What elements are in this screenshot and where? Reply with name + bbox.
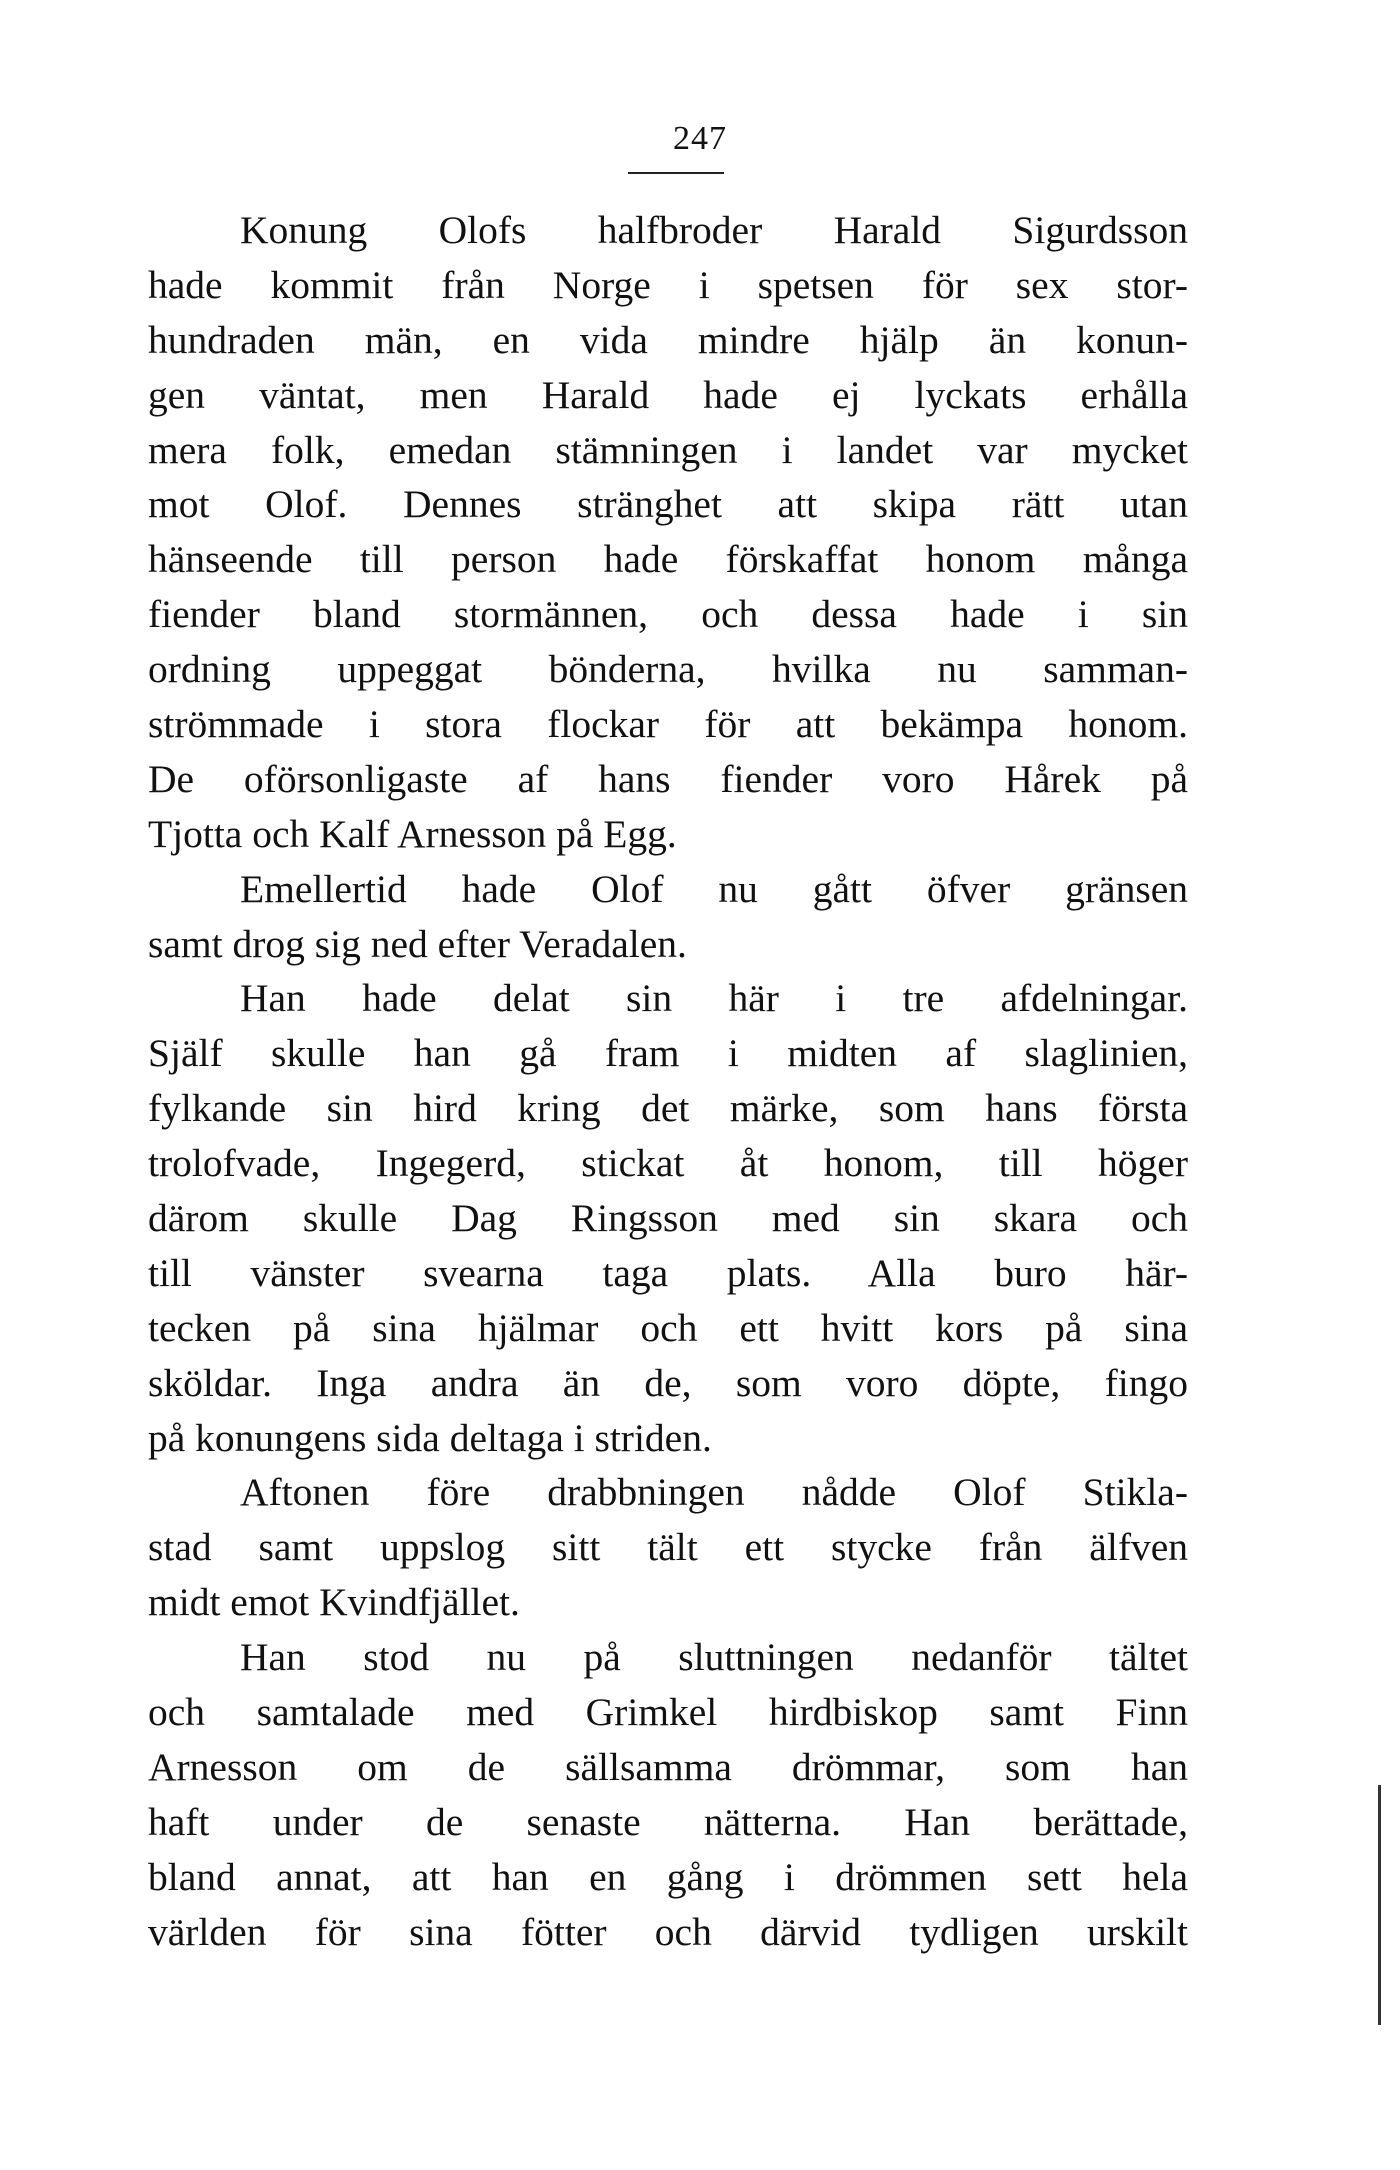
- text-line: trolofvade, Ingegerd, stickat åt honom, till höger: [148, 1141, 1188, 1186]
- text-line: gen väntat, men Harald hade ej lyckats erhålla: [148, 372, 1188, 417]
- text-line: Han stod nu på sluttningen nedanför tältet: [240, 1635, 1188, 1680]
- text-line: stad samt uppslog sitt tält ett stycke från älfven: [148, 1525, 1188, 1570]
- text-line: hundraden män, en vida mindre hjälp än konun-: [148, 317, 1188, 362]
- page-number: 247: [673, 120, 727, 157]
- text-line: fylkande sin hird kring det märke, som hans första: [148, 1086, 1188, 1131]
- text-line: på konungens sida deltaga i striden.: [148, 1415, 712, 1460]
- text-line: Emellertid hade Olof nu gått öfver gränsen: [240, 866, 1188, 911]
- text-line: De oförsonligaste af hans fiender voro Hårek på: [148, 756, 1188, 801]
- text-line: Aftonen före drabbningen nådde Olof Stikla-: [240, 1470, 1188, 1515]
- text-line: tecken på sina hjälmar och ett hvitt kors på sina: [148, 1305, 1188, 1350]
- text-line: mera folk, emedan stämningen i landet var mycket: [148, 427, 1188, 472]
- text-line: bland annat, att han en gång i drömmen sett hela: [148, 1854, 1188, 1899]
- text-line: Tjotta och Kalf Arnesson på Egg.: [148, 811, 677, 856]
- text-line: och samtalade med Grimkel hirdbiskop samt Finn: [148, 1690, 1188, 1735]
- text-line: strömmade i stora flockar för att bekämpa honom.: [148, 702, 1188, 747]
- text-line: till vänster svearna taga plats. Alla buro här-: [148, 1250, 1188, 1295]
- text-line: Konung Olofs halfbroder Harald Sigurdsson: [240, 208, 1188, 252]
- text-line: Han hade delat sin här i tre afdelningar.: [240, 976, 1188, 1021]
- text-line: Arnesson om de sällsamma drömmar, som han: [148, 1744, 1188, 1789]
- body-text: [148, 203, 1188, 1960]
- text-line: haft under de senaste nätterna. Han berättade,: [148, 1799, 1188, 1844]
- text-line: samt drog sig ned efter Veradalen.: [148, 921, 687, 966]
- page-number-rule: [628, 172, 724, 174]
- text-line: hänseende till person hade förskaffat honom många: [148, 537, 1188, 582]
- text-line: ordning uppeggat bönderna, hvilka nu samman-: [148, 647, 1188, 692]
- text-line: midt emot Kvindfjället.: [148, 1580, 520, 1625]
- margin-rule: [1378, 1785, 1381, 2025]
- text-line: fiender bland stormännen, och dessa hade i sin: [148, 592, 1188, 637]
- text-line: mot Olof. Dennes stränghet att skipa rätt utan: [148, 482, 1188, 527]
- text-line: världen för sina fötter och därvid tydligen urskilt: [148, 1909, 1188, 1954]
- text-line: Själf skulle han gå fram i midten af slaglinien,: [148, 1031, 1188, 1076]
- text-line: hade kommit från Norge i spetsen för sex stor-: [148, 262, 1188, 307]
- text-line: sköldar. Inga andra än de, som voro döpte, fingo: [148, 1360, 1188, 1405]
- text-line: därom skulle Dag Ringsson med sin skara och: [148, 1196, 1188, 1241]
